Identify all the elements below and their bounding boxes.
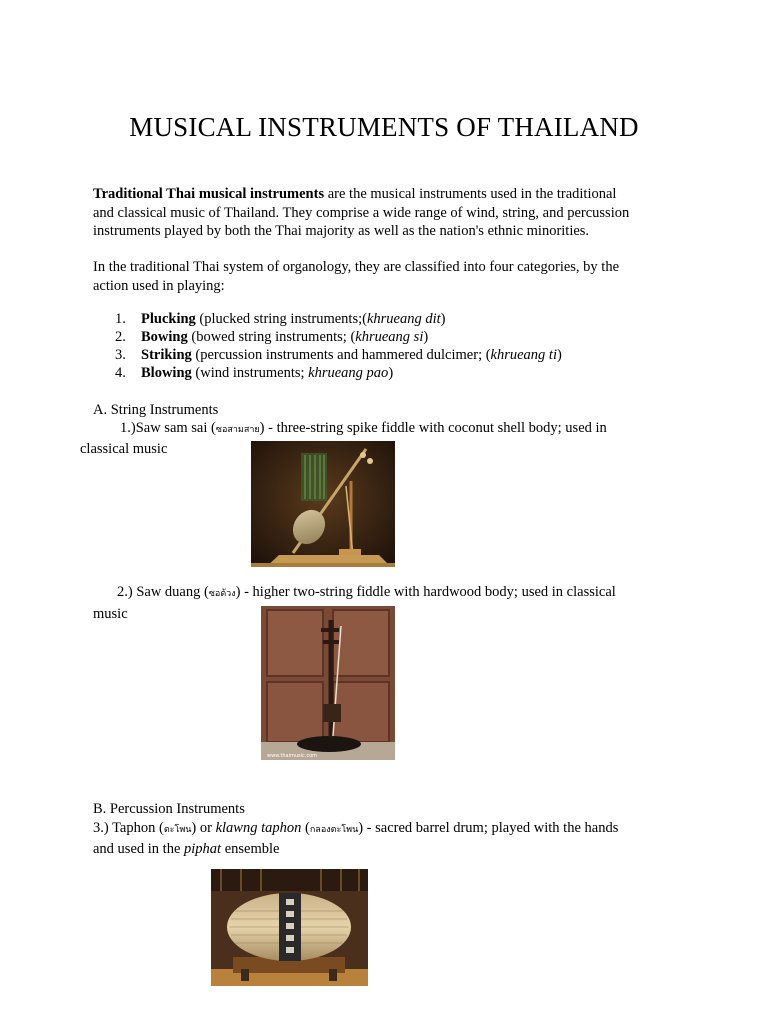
intro-line1: are the musical instruments used in the traditional (324, 186, 617, 202)
category-desc: (percussion instruments and hammered dulcimer; ( (191, 347, 491, 363)
item3-mid: ) or (191, 820, 216, 836)
list-item (115, 310, 635, 328)
item1-thai: ซอสามสาย (215, 425, 260, 435)
item3-prefix: 3.) Taphon ( (93, 820, 164, 836)
item1-line2: classical music (80, 441, 168, 457)
saw-sam-sai-photo (251, 441, 395, 567)
item3-line1 (93, 819, 675, 840)
category-name: Blowing (141, 365, 192, 381)
item3-thai2: กลองตะโพน (309, 825, 359, 835)
category-thai-term: khrueang pao (308, 365, 389, 381)
category-desc: (wind instruments; (191, 365, 309, 381)
organology-paragraph (93, 258, 673, 295)
taphon-photo (211, 869, 368, 986)
category-name: Plucking (141, 311, 196, 327)
category-name: Bowing (141, 329, 188, 345)
item3-open: ( (301, 820, 310, 836)
item3-line2-post: ensemble (221, 841, 280, 857)
list-number: 3. (115, 347, 126, 363)
intro-paragraph (93, 185, 673, 241)
section-a-heading: A. String Instruments (93, 402, 219, 418)
list-item (115, 364, 635, 382)
intro-line3: instruments played by both the Thai majority as well as the nation's ethnic minorities. (93, 223, 590, 239)
category-thai-term: khrueang dit (366, 311, 441, 327)
svg-text:www.thaimusic.com: www.thaimusic.com (267, 753, 318, 759)
category-thai-term: khrueang ti (490, 347, 557, 363)
list-number: 1. (115, 311, 126, 327)
item1-suffix: ) - three-string spike fiddle with coconut shell body; used in (259, 420, 607, 436)
section-b-heading: B. Percussion Instruments (93, 801, 245, 817)
category-close: ) (388, 365, 394, 381)
item2-prefix: 2.) Saw duang ( (117, 584, 209, 600)
category-close: ) (440, 311, 446, 327)
list-number: 2. (115, 329, 126, 345)
category-close: ) (423, 329, 429, 345)
category-desc: (plucked string instruments;( (195, 311, 367, 327)
item1-line1 (120, 419, 607, 440)
category-name: Striking (141, 347, 192, 363)
item2-line1 (117, 583, 616, 604)
category-close: ) (557, 347, 562, 363)
item3-line2-pre: and used in the (93, 841, 185, 857)
list-item (115, 328, 635, 346)
item2-line2: music (93, 606, 128, 622)
category-desc: (bowed string instruments; ( (187, 329, 356, 345)
item3-thai1: ตะโพน (163, 825, 192, 835)
item3-suffix: ) - sacred barrel drum; played with the hands (358, 820, 619, 836)
item2-thai: ซอด้วง (208, 589, 236, 599)
list-item (115, 346, 635, 364)
page-title: MUSICAL INSTRUMENTS OF THAILAND (129, 112, 639, 142)
item2-suffix: ) - higher two-string fiddle with hardwood body; used in classical (235, 584, 616, 600)
list-number: 4. (115, 365, 126, 381)
item3-piphat: piphat (184, 841, 222, 857)
item1-prefix: 1.)Saw sam sai ( (120, 420, 216, 436)
intro-line2: and classical music of Thailand. They comprise a wide range of wind, string, and percussion (93, 204, 630, 221)
organology-line2: action used in playing: (93, 277, 225, 294)
organology-line1: In the traditional Thai system of organology, they are classified into four categories, by the (93, 259, 620, 275)
item3-line2 (93, 840, 279, 859)
category-thai-term: khrueang si (355, 329, 424, 345)
intro-bold-term: Traditional Thai musical instruments (93, 186, 325, 202)
item3-italic-term: klawng taphon (215, 820, 302, 836)
saw-duang-photo (261, 606, 395, 760)
categories-list (115, 310, 635, 382)
